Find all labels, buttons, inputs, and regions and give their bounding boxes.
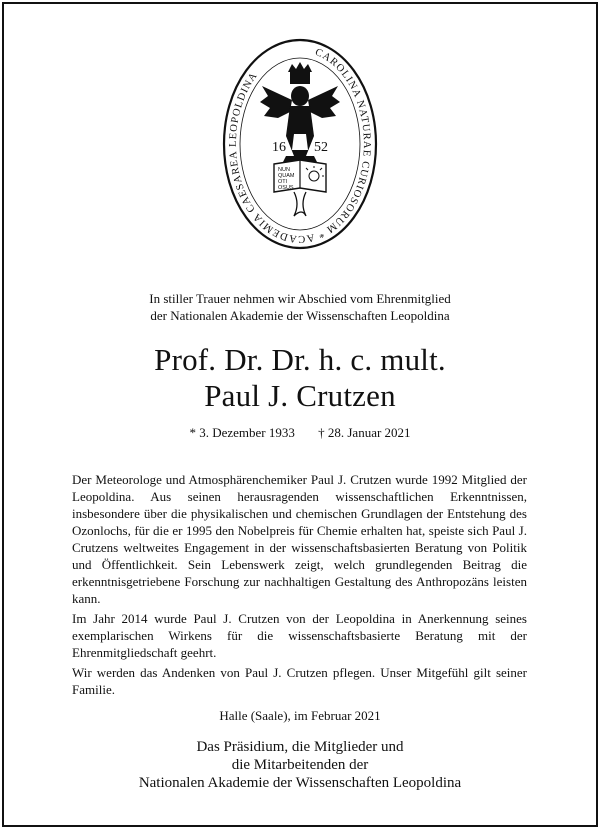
body-paragraph-2: Im Jahr 2014 wurde Paul J. Crutzen von der Leopoldina in Anerkennung seines exemplarischen Wirkens für die wissenschaftsbasierte Beratung mit der Ehrenmitgliedschaft geehrt. xyxy=(72,611,527,660)
book-text-1: NUN xyxy=(278,167,290,173)
signature-line-3: Nationalen Akademie der Wissenschaften Leopoldina xyxy=(138,775,462,791)
seal-ring-text: CAROLINA NATURAE CURIOSORUM * ACADEMIA CAESAREA LEOPOLDINA xyxy=(227,46,372,245)
death-date: † 28. Januar 2021 xyxy=(318,425,411,440)
seal-year-right: 52 xyxy=(314,140,328,155)
place-and-date: Halle (Saale), im Februar 2021 xyxy=(219,708,381,723)
leopoldina-seal xyxy=(222,38,378,250)
deceased-name xyxy=(0,342,600,414)
body-paragraph-1: Der Meteorologe und Atmosphärenchemiker Paul J. Crutzen wurde 1992 Mitglied der Leopoldina. Aus seinen herausragenden wissenschaftlichen Erkenntnissen, insbesondere über die physikalischen und chemischen Grundlagen der Entstehung des Ozonlochs, für die er 1995 den Nobelpreis für Chemie erhalten hat, speiste sich Paul J. Crutzens weltweites Engagement in der wissenschaftsbasierten Beratung von Politik und Öffentlichkeit. Sein Lebenswerk zeigt, welch grundlegenden Beitrag die erkenntnisgetriebene Forschung zur nachhaltigen Gestaltung des Anthropozäns leisten kann. xyxy=(72,472,527,606)
book-text-2: QUAM xyxy=(278,173,295,179)
ribbon-icon xyxy=(294,192,306,216)
academic-title: Prof. Dr. Dr. h. c. mult. xyxy=(154,342,446,377)
birth-date: * 3. Dezember 1933 xyxy=(189,425,295,440)
book-icon xyxy=(274,160,326,192)
book-text-3: OTI xyxy=(278,179,288,185)
book-text-4: OSUS xyxy=(278,185,294,191)
full-name: Paul J. Crutzen xyxy=(204,378,396,413)
obituary-body xyxy=(72,471,527,701)
seal-year-left: 16 xyxy=(272,140,286,155)
intro-line-1: In stiller Trauer nehmen wir Abschied vom Ehrenmitglied xyxy=(149,291,451,306)
life-dates xyxy=(0,425,600,441)
body-paragraph-3: Wir werden das Andenken von Paul J. Crutzen pflegen. Unser Mitgefühl gilt seiner Familie. xyxy=(72,665,527,697)
intro-text xyxy=(0,290,600,324)
signature-line-2: die Mitarbeitenden der xyxy=(231,757,369,773)
intro-line-2: der Nationalen Akademie der Wissenschaften Leopoldina xyxy=(150,308,450,323)
signature-block xyxy=(0,738,600,792)
signature-line-1: Das Präsidium, die Mitglieder und xyxy=(196,739,404,755)
